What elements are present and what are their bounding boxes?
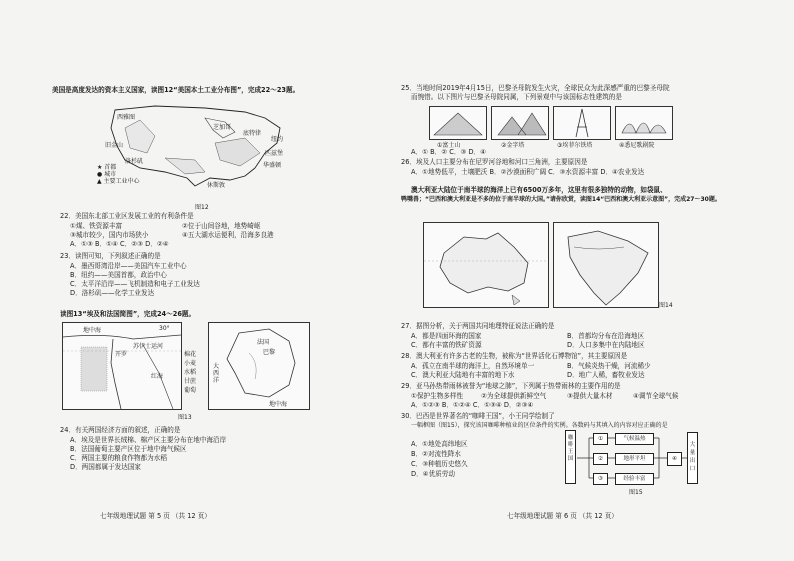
label-detroit: 底特律: [243, 130, 262, 137]
legend-industry-center: ▲ 主要工业中心: [97, 178, 140, 185]
fig12-caption: 图12: [195, 204, 209, 211]
label-mediterranean-fr: 地中海: [269, 401, 288, 408]
q22-option-4: ④五大湖水运便利，沿海多良港: [182, 231, 274, 239]
label-france: 法国: [257, 339, 270, 346]
right-page: [397, 0, 794, 561]
figure-13-france-map: [208, 322, 310, 410]
q24-option-d: D．两国都属于发达国家: [70, 463, 142, 471]
label-lat-30: 30°: [159, 325, 170, 332]
pic-label-1: ①富士山: [437, 142, 461, 149]
label-san-francisco: 旧金山: [105, 142, 124, 149]
question-28: 28．澳大利亚有许多古老的生物，被称为“世界活化石博物馆”，其主要原因是: [401, 352, 628, 360]
q22-option-2: ②位于山间谷地，地势崎岖: [182, 222, 261, 230]
figure-14-australia-map: [423, 222, 549, 308]
intro-22-23: 美国是高度发达的资本主义国家，读图12“美国本土工业分布图”，完成22～23题。: [52, 86, 300, 94]
australia-map-drawing: [424, 223, 548, 307]
label-washington: 华盛顿: [263, 162, 282, 169]
pic-label-3: ③埃菲尔铁塔: [557, 142, 593, 149]
label-new-york: 纽约: [271, 136, 284, 143]
intro-27-30: 澳大利亚大陆位于南半球的海洋上已有6500万多年，这里有很多独特的动物，如袋鼠、: [411, 186, 667, 194]
question-30-cont: 一幅框图（图15），探究该国咖啡种植业的区位条件的实例。各数码与其填入的内容对应正确的是: [411, 422, 668, 429]
q27-option-a: A．都是四面环海的国家: [411, 332, 482, 340]
label-houston: 休斯敦: [207, 182, 226, 189]
q25-answers: A．① B．② C．③ D．④: [411, 148, 487, 156]
legend-sugarcane: 甘蔗: [184, 378, 197, 385]
label-suez: 苏伊士运河: [133, 343, 164, 350]
box-climate: 气候温热: [615, 433, 654, 445]
question-26: 26．埃及人口主要分布在尼罗河谷地和河口三角洲，主要原因是: [401, 158, 588, 166]
label-seattle: 西雅图: [117, 114, 136, 121]
question-29: 29．亚马孙热带雨林被誉为“地球之肺”，下列属于热带雨林的主要作用的是: [401, 382, 621, 390]
label-cairo: 开罗: [115, 351, 128, 358]
q28-option-a: A．孤立在南半球的海洋上，自然环境单一: [411, 362, 535, 370]
question-30: 30．巴西是世界著名的“咖啡王国”，小王同学绘制了: [401, 412, 555, 420]
pic-eiffel: [553, 106, 611, 140]
q27-option-b: B．首都均分布在沿海地区: [567, 332, 645, 340]
q30-option-b: B．②对流性降水: [411, 450, 461, 458]
pic-opera: [615, 106, 673, 140]
intro-27-30-cont: 鸭嘴兽；“巴西和澳大利亚是不多的位于南半球的大国。”请你欣赏，读图14“巴西和澳大利亚示意图”，完成27～30题。: [401, 196, 721, 203]
label-paris: 巴黎: [263, 349, 276, 356]
question-23: 23．读图可知，下列叙述正确的是: [60, 252, 161, 260]
pic-pyramid: [491, 106, 549, 140]
fig13-legend: [184, 350, 196, 395]
label-atlantic: 大西洋: [213, 363, 220, 384]
q27-option-d: D．人口多集中在内陆地区: [567, 341, 645, 349]
box-coffee-kingdom: 咖啡王国: [565, 430, 576, 484]
q29-option-3: ③提供大量木材: [567, 392, 613, 400]
legend-cotton: 棉花: [184, 351, 197, 358]
question-24: 24．有关两国经济方面的叙述，正确的是: [60, 426, 181, 434]
figure-13-egypt-map: [62, 322, 182, 410]
france-map-drawing: [209, 323, 309, 409]
q24-option-a: A．埃及是世界长绒棉、棉产区主要分布在地中海沿岸: [70, 436, 227, 444]
q29-option-2: ②为全球提供新鲜空气: [481, 392, 547, 400]
label-mediterranean: 地中海: [83, 327, 102, 334]
q28-option-b: B．气候炎热干燥，河流稀少: [567, 362, 651, 370]
legend-city: ● 城市: [97, 171, 117, 178]
question-27: 27．据图分析，关于两国共同地理特征说法正确的是: [401, 322, 555, 330]
box-1: ①: [593, 433, 608, 445]
intro-24-26: 读图13“埃及和法国简图”，完成24～26题。: [60, 310, 196, 318]
q30-option-c: C．③种植历史悠久: [411, 460, 468, 468]
fig13-caption: 图13: [178, 414, 192, 421]
q29-answers: A．①②③ B．①②④ C．①③④ D．②③④: [411, 401, 534, 409]
box-terrain: 地形平坦: [615, 453, 654, 465]
fig12-legend: [97, 164, 140, 185]
q27-option-c: C．都有丰富的铁矿资源: [411, 341, 482, 349]
q22-option-1: ①煤、铁资源丰富: [70, 222, 123, 230]
label-chicago: 芝加哥: [213, 124, 232, 131]
box-4: ④: [667, 452, 682, 466]
question-25-cont: 而惋惜。以下图片与巴黎圣母院同属，下列景观中与该国标志性建筑的是: [411, 93, 622, 101]
pic-fuji: [429, 106, 487, 140]
q23-option-d: D．洛杉矶——化学工业发达: [70, 289, 155, 297]
box-2: ②: [593, 453, 608, 465]
question-25: 25．当地时间2019年4月15日，巴黎圣母院发生火灾，全球民众为此深感严重的巴黎圣母院: [401, 84, 670, 92]
brazil-map-drawing: [554, 223, 658, 307]
q22-answers: A．①③ B．①④ C．②③ D．②④: [70, 240, 169, 248]
footer-page-5: 七年级地理试题 第 5 页 （共 12 页）: [100, 512, 211, 520]
figure-12-us-industry-map: [95, 98, 299, 200]
label-pittsburgh: 匹兹堡: [265, 150, 284, 157]
q24-option-c: C．两国主要的粮食作物都为水稻: [70, 454, 167, 462]
box-experience: 经验丰富: [615, 473, 654, 485]
q23-option-b: B．纽约——美国首都，政治中心: [70, 271, 167, 279]
question-22: 22．美国东北部工业区发展工业的有利条件是: [60, 212, 194, 220]
label-los-angeles: 洛杉矶: [125, 158, 144, 165]
q22-option-3: ③城市较少，国内市场狭小: [70, 231, 149, 239]
pic-label-4: ④悉尼歌剧院: [619, 142, 655, 149]
legend-rice: 水稻: [184, 369, 197, 376]
pic-label-2: ②金字塔: [501, 142, 525, 149]
q24-option-b: B．法国葡萄主要产区位于地中海气候区: [70, 445, 187, 453]
q28-option-d: D．地广人稀，畜牧业发达: [567, 371, 645, 379]
q29-option-4: ④调节全球气候: [633, 392, 679, 400]
figure-14-brazil-map: [553, 222, 659, 308]
q30-option-a: A．①地处高纬地区: [411, 440, 468, 448]
q29-option-1: ①保护生物多样性: [411, 392, 464, 400]
fig15-caption: 图15: [629, 489, 643, 496]
q23-option-a: A．墨西哥湾沿岸——美国汽车工业中心: [70, 262, 187, 270]
box-export: 大量出口: [687, 432, 698, 484]
q30-option-d: D．④优质劳动: [411, 470, 455, 478]
box-3: ③: [593, 473, 608, 485]
q26-answers: A．①地势低平，土壤肥沃 B．②沙漠面积广阔 C．③水资源丰富 D．④农业发达: [411, 168, 645, 176]
fig14-caption: 图14: [659, 302, 673, 309]
legend-grape: 葡萄: [184, 387, 197, 394]
label-red-sea: 红海: [151, 373, 164, 380]
footer-page-6: 七年级地理试题 第 6 页 （共 12 页）: [507, 512, 618, 520]
egypt-map-drawing: [63, 323, 181, 409]
legend-capital: ★ 首都: [97, 164, 117, 171]
q23-option-c: C．太平洋沿岸——飞机制造和电子工业发达: [70, 280, 200, 288]
q28-option-c: C．澳大利亚大陆地有丰富的地下水: [411, 371, 515, 379]
legend-wheat: 小麦: [184, 360, 197, 367]
